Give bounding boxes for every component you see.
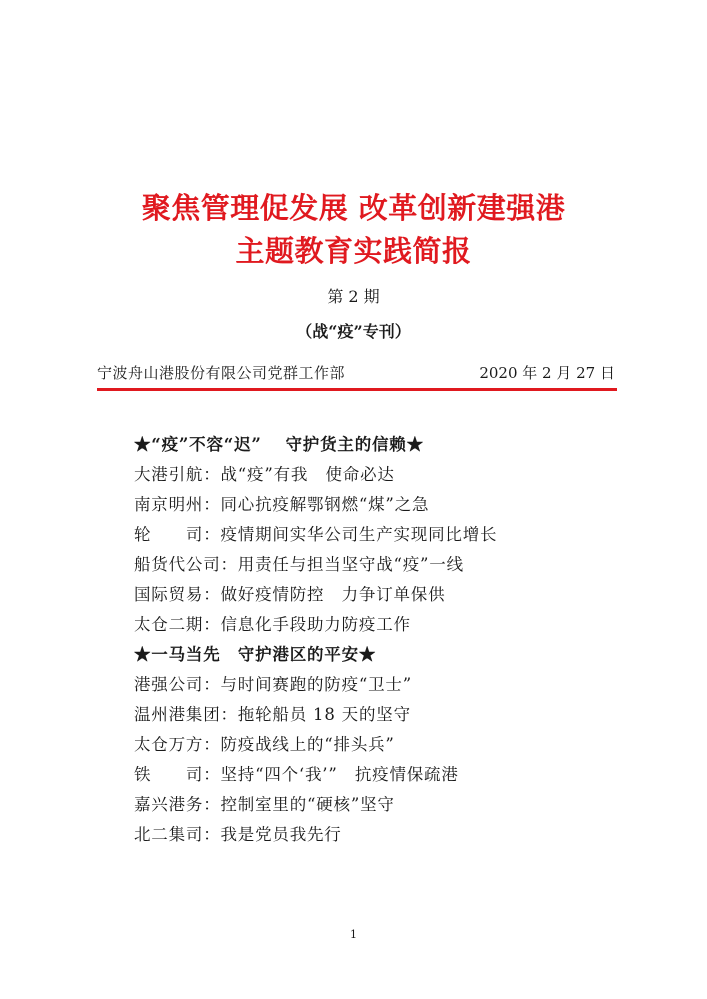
red-divider xyxy=(97,388,617,391)
toc-item: 船货代公司：用责任与担当坚守战“疫”一线 xyxy=(134,555,464,574)
toc-item: 铁 司：坚持“四个‘我’” 抗疫情保疏港 xyxy=(134,765,459,784)
department-name: 宁波舟山港股份有限公司党群工作部 xyxy=(97,364,346,382)
toc-item: 港强公司：与时间赛跑的防疫“卫士” xyxy=(134,675,412,694)
issue-special-edition: （战“疫”专刊） xyxy=(296,322,411,341)
publisher-header xyxy=(97,362,615,384)
toc-item: 轮 司：疫情期间实华公司生产实现同比增长 xyxy=(134,525,498,544)
toc-item: 国际贸易：做好疫情防控 力争订单保供 xyxy=(134,585,446,604)
publication-date: 2020 年 2 月 27 日 xyxy=(479,364,615,382)
toc-item: 北二集司：我是党员我先行 xyxy=(134,825,342,844)
toc-item: 大港引航：战“疫”有我 使命必达 xyxy=(134,465,395,484)
toc-item: 嘉兴港务：控制室里的“硬核”坚守 xyxy=(134,795,395,814)
table-of-contents xyxy=(134,430,614,850)
title-line-1: 聚焦管理促发展 改革创新建强港 xyxy=(141,191,566,225)
title-line-2: 主题教育实践简报 xyxy=(235,234,472,268)
toc-item: 太仓万方：防疫战线上的“排头兵” xyxy=(134,735,395,754)
section-heading: ★一马当先 守护港区的平安★ xyxy=(134,645,377,664)
toc-item: 温州港集团：拖轮船员 18 天的坚守 xyxy=(134,705,411,724)
issue-number: 第 2 期 xyxy=(327,287,380,306)
toc-item: 南京明州：同心抗疫解鄂钢燃“煤”之急 xyxy=(134,495,430,514)
section-heading: ★“疫”不容“迟” 守护货主的信赖★ xyxy=(134,435,424,454)
page-number: 1 xyxy=(350,928,357,941)
toc-item: 太仓二期：信息化手段助力防疫工作 xyxy=(134,615,411,634)
